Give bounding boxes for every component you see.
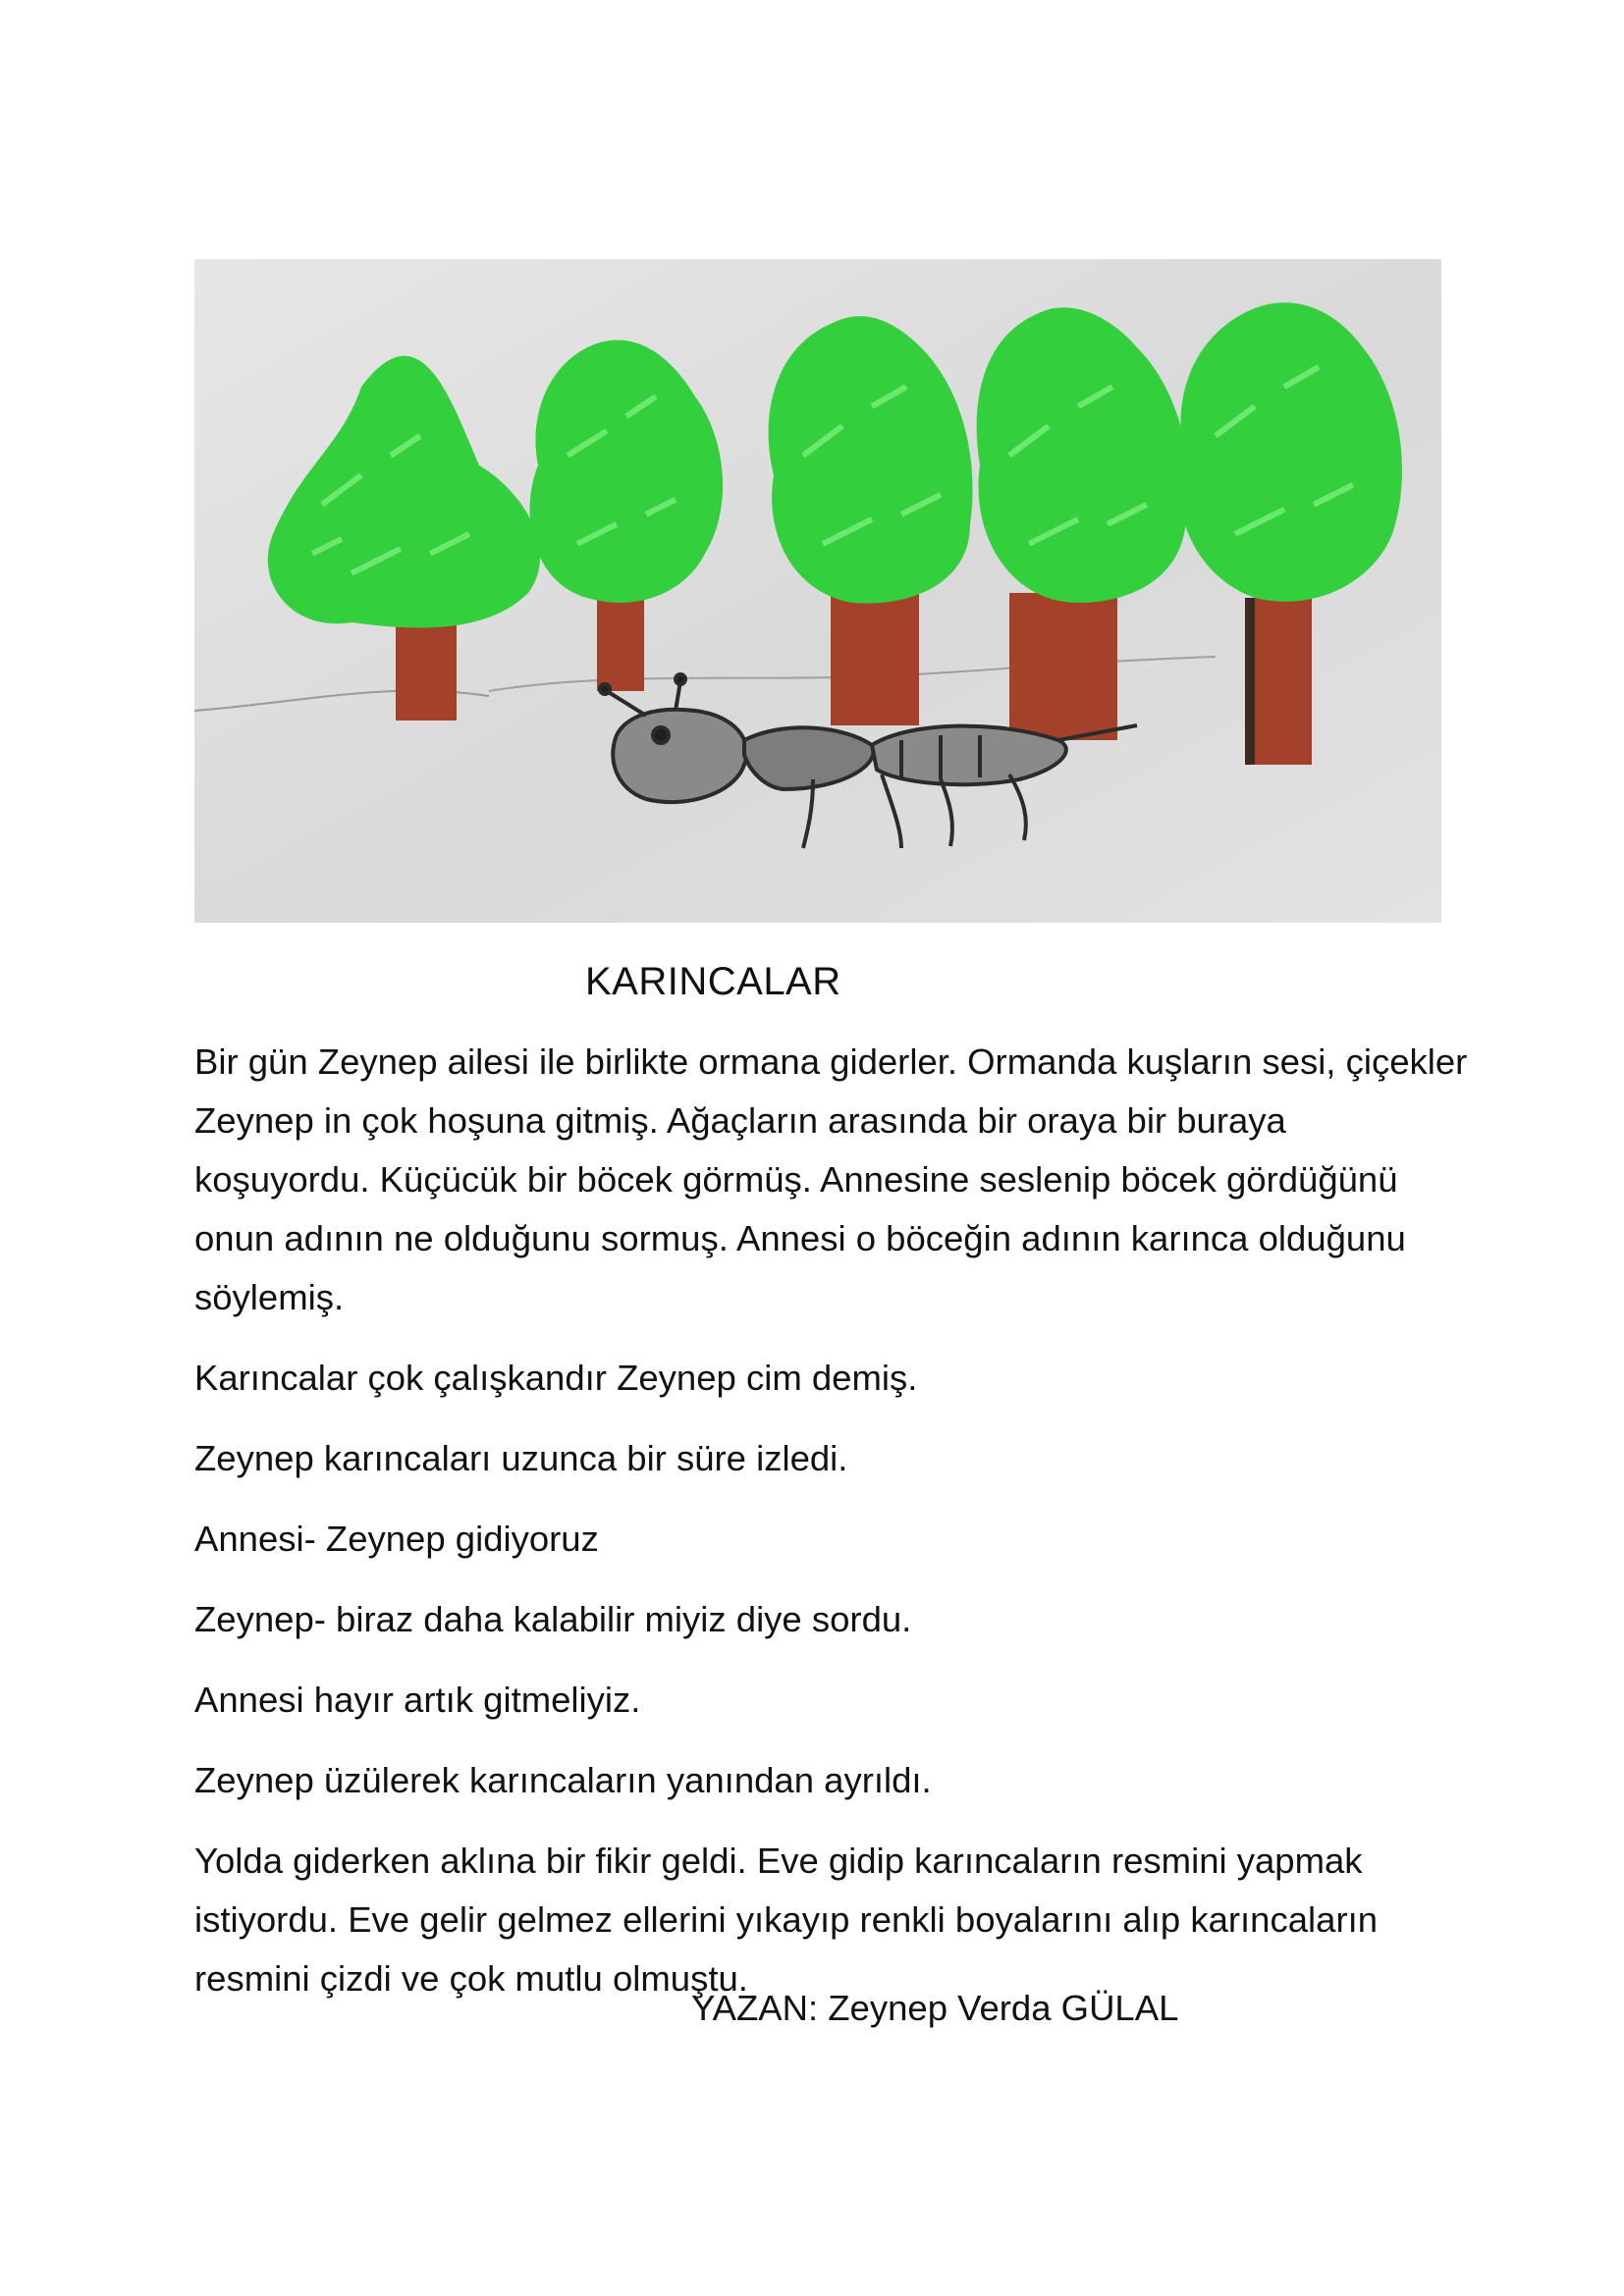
paragraph: Annesi hayır artık gitmeliyiz. [194,1680,641,1720]
paragraph: Zeynep üzülerek karıncaların yanından ayrıldı. [194,1760,932,1800]
story-title: KARINCALAR [585,960,841,1003]
story-body [194,1033,1471,2030]
paragraph: Yolda giderken aklına bir fikir geldi. Eve gidip karıncaların resmini yapmak istiyordu. Eve gelir gelmez ellerini yıkayıp renkli boyalarını alıp karıncaların resmini çizdi ve çok mutlu olmuştu. [194,1841,1379,1999]
paragraph: Bir gün Zeynep ailesi ile birlikte ormana giderler. Ormanda kuşların sesi, çiçekler Zeynep in çok hoşuna gitmiş. Ağaçların arasında bir oraya bir buraya koşuyordu. Küçücük bir böcek görmüş. Annesine seslenip böcek gördüğünü onun adının ne olduğunu sormuş. Annesi o böceğin adının karınca olduğunu söylemiş. [194,1041,1468,1317]
author-line: YAZAN: Zeynep Verda GÜLAL [691,1988,1179,2028]
paragraph: Annesi- Zeynep gidiyoruz [194,1519,599,1559]
paragraph: Karıncalar çok çalışkandır Zeynep cim demiş. [194,1358,918,1398]
crayon-drawing [194,259,1441,923]
paragraph: Zeynep karıncaları uzunca bir süre izledi. [194,1438,848,1478]
paragraph: Zeynep- biraz daha kalabilir miyiz diye sordu. [194,1599,912,1639]
